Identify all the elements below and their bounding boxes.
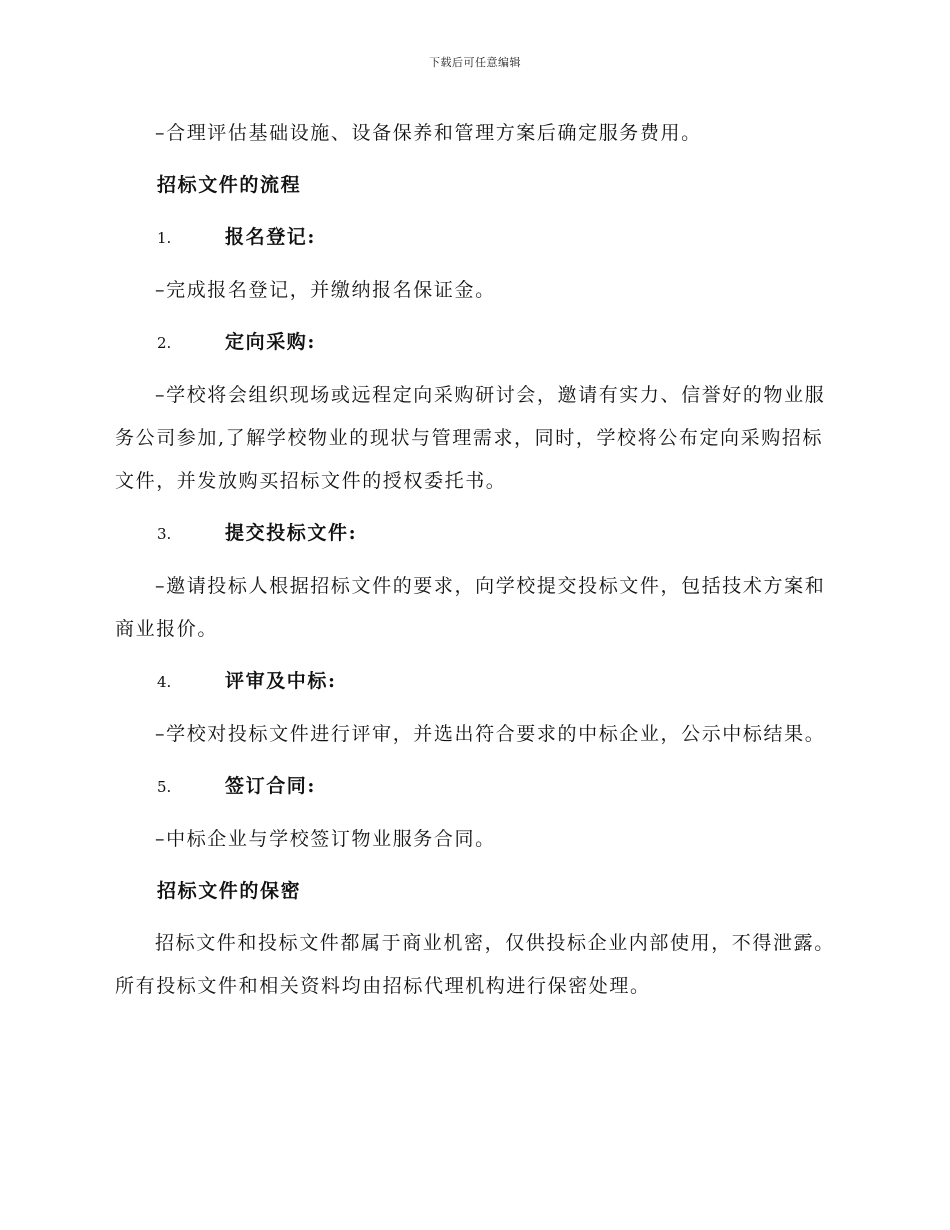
- step-5-description: –中标企业与学校签订物业服务合同。: [155, 828, 496, 850]
- step-4-number: 4.: [157, 673, 172, 691]
- process-heading: 招标文件的流程: [157, 174, 302, 196]
- step-3-number: 3.: [157, 525, 172, 543]
- step-3-description: –邀请投标人根据招标文件的要求，向学校提交投标文件，包括技术方案和商业报价。: [115, 575, 826, 640]
- step-5-number: 5.: [157, 778, 172, 796]
- step-3-heading: [115, 512, 835, 556]
- step-2-number: 2.: [157, 334, 172, 352]
- step-1-heading: [115, 216, 835, 260]
- step-1-description: –完成报名登记，并缴纳报名保证金。: [155, 279, 496, 301]
- step-2-title: 定向采购:: [225, 331, 317, 353]
- step-1-title: 报名登记:: [225, 226, 317, 248]
- confidentiality-heading: 招标文件的保密: [157, 880, 302, 902]
- step-4-description: –学校对投标文件进行评审，并选出符合要求的中标企业，公示中标结果。: [155, 723, 826, 745]
- step-2-heading: [115, 321, 835, 365]
- document-body: [115, 112, 835, 1008]
- confidentiality-text: 招标文件和投标文件都属于商业机密，仅供投标企业内部使用，不得泄露。所有投标文件和相关资料均由招标代理机构进行保密处理。: [115, 932, 835, 997]
- step-5-title: 签订合同:: [225, 775, 317, 797]
- step-4-heading: [115, 660, 835, 704]
- step-4-title: 评审及中标:: [225, 670, 337, 692]
- step-5-heading: [115, 765, 835, 809]
- page-header: 下载后可任意编辑: [429, 56, 521, 69]
- intro-bullet: –合理评估基础设施、设备保养和管理方案后确定服务费用。: [155, 122, 702, 144]
- step-2-description: –学校将会组织现场或远程定向采购研讨会，邀请有实力、信誉好的物业服务公司参加,了解学校物业的现状与管理需求，同时，学校将公布定向采购招标文件，并发放购买招标文件的授权委托书。: [115, 384, 826, 492]
- step-1-number: 1.: [157, 229, 172, 247]
- step-3-title: 提交投标文件:: [225, 522, 358, 544]
